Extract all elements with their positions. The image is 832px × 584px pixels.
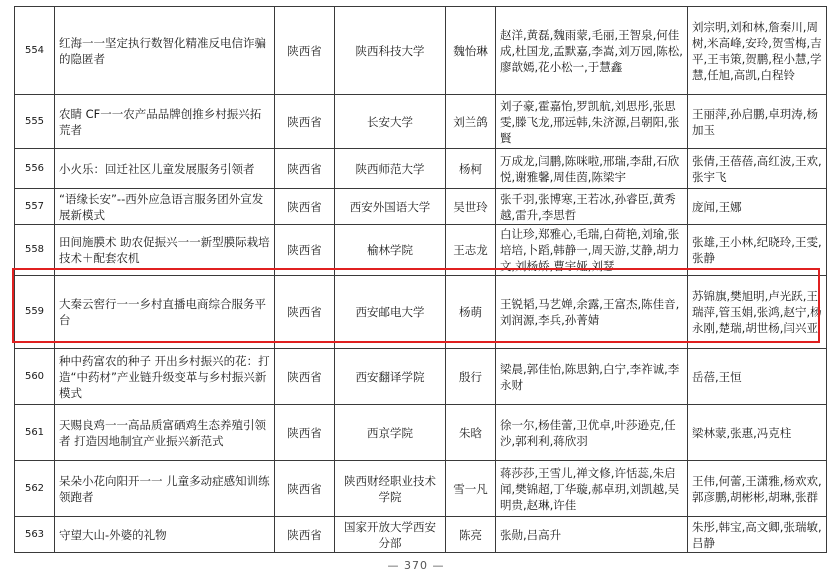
province: 陕西省 <box>275 189 335 225</box>
school-name: 西京学院 <box>335 405 446 461</box>
advisors: 张雄,王小林,纪晓玲,王雯,张静 <box>688 225 827 276</box>
award-table <box>14 6 827 553</box>
team-members: 王锐韬,马艺婵,余露,王富杰,陈佳音,刘润源,李兵,孙菁婧 <box>496 276 688 349</box>
row-number: 558 <box>15 225 55 276</box>
school-name: 陕西科技大学 <box>335 7 446 95</box>
project-name: 田间施膜术 助农促振兴一一新型膜际栽培技术＋配套农机 <box>55 225 275 276</box>
table-row <box>15 461 827 517</box>
advisors: 王伟,何蕾,王潇雅,杨欢欢,郭彦鹏,胡彬彬,胡琳,张群 <box>688 461 827 517</box>
advisors: 梁林蒙,张惠,冯克柱 <box>688 405 827 461</box>
project-name: 呆朵小花向阳开一一 儿童多动症感知训练领跑者 <box>55 461 275 517</box>
project-name: 农睛 CF一一农产品品牌创推乡村振兴拓荒者 <box>55 95 275 149</box>
table-row <box>15 95 827 149</box>
school-name: 榆林学院 <box>335 225 446 276</box>
school-name: 陕西财经职业技术学院 <box>335 461 446 517</box>
table-row-highlighted <box>15 276 827 349</box>
award-list-sheet <box>14 6 826 553</box>
page-number: — 370 — <box>387 559 445 572</box>
province: 陕西省 <box>275 517 335 553</box>
school-name: 国家开放大学西安分部 <box>335 517 446 553</box>
province: 陕西省 <box>275 405 335 461</box>
advisors: 王丽萍,孙启鹏,卓玥涛,杨加玉 <box>688 95 827 149</box>
province: 陕西省 <box>275 461 335 517</box>
team-leader: 殷行 <box>446 349 496 405</box>
province: 陕西省 <box>275 225 335 276</box>
row-number: 559 <box>15 276 55 349</box>
project-name: 天赐良鸡一一高品质富硒鸡生态养殖引领者 打造因地制宜产业振兴新范式 <box>55 405 275 461</box>
row-number: 560 <box>15 349 55 405</box>
project-name: 红海一一坚定执行数智化精准反电信诈骗的隐匿者 <box>55 7 275 95</box>
project-name: 守望大山-外婆的礼物 <box>55 517 275 553</box>
advisors: 庞闻,王娜 <box>688 189 827 225</box>
table-row <box>15 349 827 405</box>
team-leader: 杨萌 <box>446 276 496 349</box>
row-number: 555 <box>15 95 55 149</box>
team-members: 万成龙,闫鹏,陈咪啦,邢瑞,李甜,石欣悦,谢雅馨,周佳茵,陈梁宇 <box>496 149 688 189</box>
team-leader: 雪一凡 <box>446 461 496 517</box>
school-name: 西安邮电大学 <box>335 276 446 349</box>
table-row <box>15 405 827 461</box>
row-number: 554 <box>15 7 55 95</box>
row-number: 557 <box>15 189 55 225</box>
team-members: 张勋,吕高升 <box>496 517 688 553</box>
province: 陕西省 <box>275 349 335 405</box>
team-leader: 陈亮 <box>446 517 496 553</box>
province: 陕西省 <box>275 95 335 149</box>
team-members: 蒋莎莎,王雪儿,禅文修,许恬蕊,朱启闻,樊锦超,丁华璇,郝卓玥,刘凯越,吴明贵,赵琳,许佳 <box>496 461 688 517</box>
team-members: 赵洋,黄磊,魏雨蒙,毛丽,王智泉,何佳成,杜国龙,孟默嘉,李嵩,刘万园,陈松,廖歆嫣,花小松一,于慧鑫 <box>496 7 688 95</box>
advisors: 刘宗明,刘和林,詹秦川,周树,米高峰,安玲,贺雪梅,吉平,王韦策,贺鹏,程小慧,学慧,任旭,高凯,白程铃 <box>688 7 827 95</box>
school-name: 西安外国语大学 <box>335 189 446 225</box>
row-number: 561 <box>15 405 55 461</box>
table-row <box>15 225 827 276</box>
team-leader: 杨柯 <box>446 149 496 189</box>
school-name: 长安大学 <box>335 95 446 149</box>
table-row <box>15 7 827 95</box>
province: 陕西省 <box>275 149 335 189</box>
advisors: 岳蓓,王恒 <box>688 349 827 405</box>
team-leader: 王志龙 <box>446 225 496 276</box>
table-row <box>15 517 827 553</box>
table-body <box>15 7 827 553</box>
school-name: 西安翻译学院 <box>335 349 446 405</box>
table-row <box>15 189 827 225</box>
team-members: 白让珍,郑雅心,毛瑞,白荷艳,刘瑜,张培培,卜蹈,韩静一,周天游,艾静,胡力文,刘杨娇,曹宇娅,刘瑟 <box>496 225 688 276</box>
team-leader: 朱晗 <box>446 405 496 461</box>
team-members: 刘子豪,霍嘉怡,罗凯航,刘思彤,张思雯,滕飞龙,邢远韩,朱济源,吕朝阳,张賢 <box>496 95 688 149</box>
row-number: 563 <box>15 517 55 553</box>
project-name: 小火乐：回迁社区儿童发展服务引领者 <box>55 149 275 189</box>
table-row <box>15 149 827 189</box>
province: 陕西省 <box>275 7 335 95</box>
advisors: 朱彤,韩宝,高文卿,张瑞敏,吕静 <box>688 517 827 553</box>
project-name: “语缘长安”--西外应急语言服务团外宣发展新模式 <box>55 189 275 225</box>
school-name: 陕西师范大学 <box>335 149 446 189</box>
team-leader: 魏怡琳 <box>446 7 496 95</box>
team-members: 梁晨,郭佳怡,陈思鈉,白宁,李祚诚,李永财 <box>496 349 688 405</box>
province: 陕西省 <box>275 276 335 349</box>
team-members: 张千羽,张博寒,王若冰,孙睿臣,黄秀越,雷升,李思哲 <box>496 189 688 225</box>
team-leader: 吴世玲 <box>446 189 496 225</box>
advisors: 张倩,王蓓蓓,高红波,王欢,张宇飞 <box>688 149 827 189</box>
row-number: 556 <box>15 149 55 189</box>
project-name: 大秦云窖行一一乡村直播电商综合服务平台 <box>55 276 275 349</box>
team-leader: 刘兰鸽 <box>446 95 496 149</box>
project-name: 种中药富农的种子 开出乡村振兴的花：打造“中药材”产业链升级变革与乡村振兴新模式 <box>55 349 275 405</box>
team-members: 徐一尔,杨佳蕾,卫优卓,叶莎逊克,任沙,郭利利,蒋欣羽 <box>496 405 688 461</box>
advisors: 苏锦旗,樊旭明,卢光跃,王瑞萍,管玉娟,张鸿,赵宁,杨永刚,楚瑞,胡世杨,闫兴亚 <box>688 276 827 349</box>
row-number: 562 <box>15 461 55 517</box>
